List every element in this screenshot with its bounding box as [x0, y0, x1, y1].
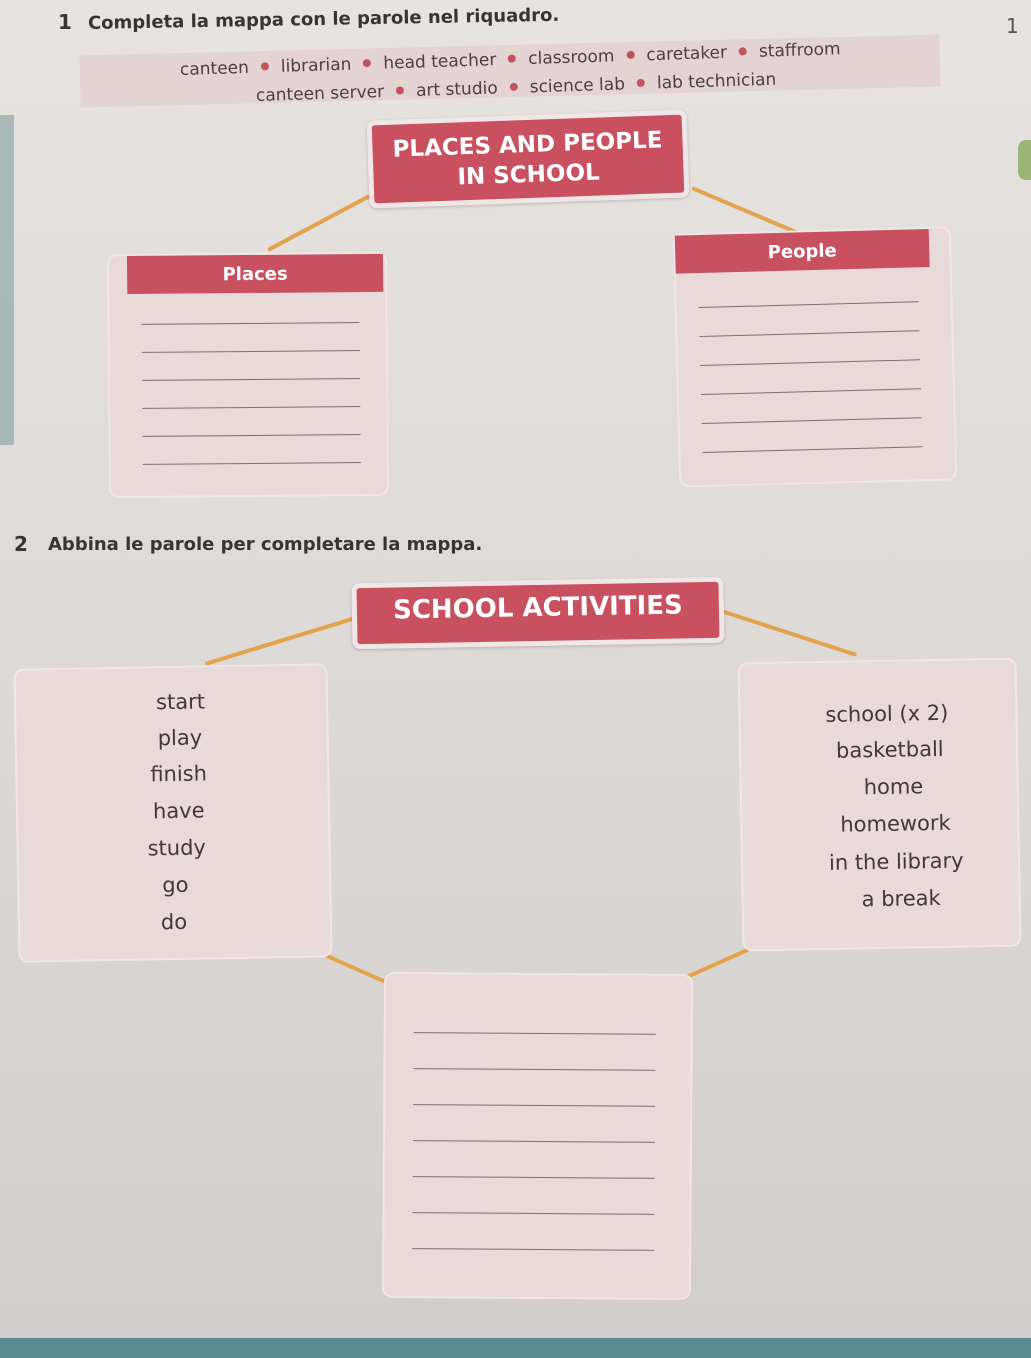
map-title-places-people	[367, 109, 690, 208]
map-title-school-activities: SCHOOL ACTIVITIES	[351, 577, 724, 649]
page-tab-marker	[1018, 140, 1031, 180]
answer-blank[interactable]	[412, 1212, 654, 1215]
word: lab technician	[656, 69, 777, 94]
answer-blank[interactable]	[413, 1176, 655, 1179]
bullet-dot-icon	[363, 59, 371, 67]
answer-blank[interactable]	[413, 1140, 655, 1143]
word: head teacher	[383, 50, 497, 74]
people-header: People	[675, 229, 930, 274]
verb-item: study	[147, 835, 207, 861]
bullet-dot-icon	[739, 47, 747, 55]
noun-item: school (x 2)	[825, 700, 949, 727]
noun-item: homework	[840, 810, 951, 837]
answer-blank[interactable]	[142, 322, 360, 325]
word: librarian	[280, 54, 352, 77]
bullet-dot-icon	[396, 86, 404, 94]
noun-item: in the library	[828, 848, 964, 875]
word: caretaker	[646, 42, 728, 66]
answer-blank[interactable]	[701, 388, 921, 395]
verb-item: finish	[150, 761, 208, 787]
bullet-dot-icon	[637, 79, 645, 87]
places-header: Places	[127, 254, 383, 294]
answer-blank[interactable]	[699, 330, 919, 337]
word: staffroom	[758, 39, 841, 62]
map-title-line: IN SCHOOL	[457, 159, 601, 191]
answer-blank[interactable]	[702, 446, 922, 453]
word: science lab	[529, 74, 626, 98]
places-panel	[109, 254, 387, 496]
word: canteen	[179, 57, 250, 80]
verbs-panel	[15, 665, 330, 960]
answer-blank[interactable]	[142, 378, 360, 381]
answer-blank[interactable]	[699, 301, 919, 308]
answer-blank[interactable]	[414, 1032, 656, 1035]
exercise-2-number: 2	[14, 532, 28, 556]
bullet-dot-icon	[261, 62, 269, 70]
verb-item: start	[155, 689, 206, 715]
answer-blank[interactable]	[142, 406, 360, 409]
book-bottom-edge	[0, 1338, 1031, 1358]
bullet-dot-icon	[510, 83, 518, 91]
answer-blank[interactable]	[413, 1104, 655, 1107]
noun-item: a break	[861, 885, 941, 912]
answers-panel	[384, 974, 691, 1298]
page-edge-strip	[0, 115, 14, 445]
word: art studio	[415, 78, 499, 101]
verb-item: go	[162, 872, 189, 898]
answer-blank[interactable]	[700, 359, 920, 366]
answer-blank[interactable]	[702, 417, 922, 424]
verb-item: have	[152, 798, 205, 824]
exercise-1-number: 1	[58, 10, 72, 34]
answer-blank[interactable]	[143, 434, 361, 437]
word: canteen server	[255, 81, 385, 106]
verb-item: do	[160, 909, 188, 935]
bullet-dot-icon	[626, 51, 634, 59]
map-title-line: PLACES AND PEOPLE	[392, 127, 663, 163]
answer-blank[interactable]	[142, 350, 360, 353]
answer-blank[interactable]	[413, 1068, 655, 1071]
word: classroom	[527, 46, 615, 70]
bullet-dot-icon	[508, 54, 516, 62]
verb-item: play	[157, 725, 203, 751]
exercise-2-instruction: Abbina le parole per completare la mappa.	[48, 534, 483, 555]
nouns-panel	[740, 660, 1020, 950]
answer-blank[interactable]	[412, 1248, 654, 1251]
people-panel	[675, 228, 955, 485]
page-number: 1	[1006, 14, 1019, 38]
exercise-1-instruction: Completa la mappa con le parole nel riquadro.	[87, 4, 560, 34]
noun-item: basketball	[835, 736, 944, 763]
noun-item: home	[863, 774, 924, 800]
answer-blank[interactable]	[143, 462, 361, 465]
